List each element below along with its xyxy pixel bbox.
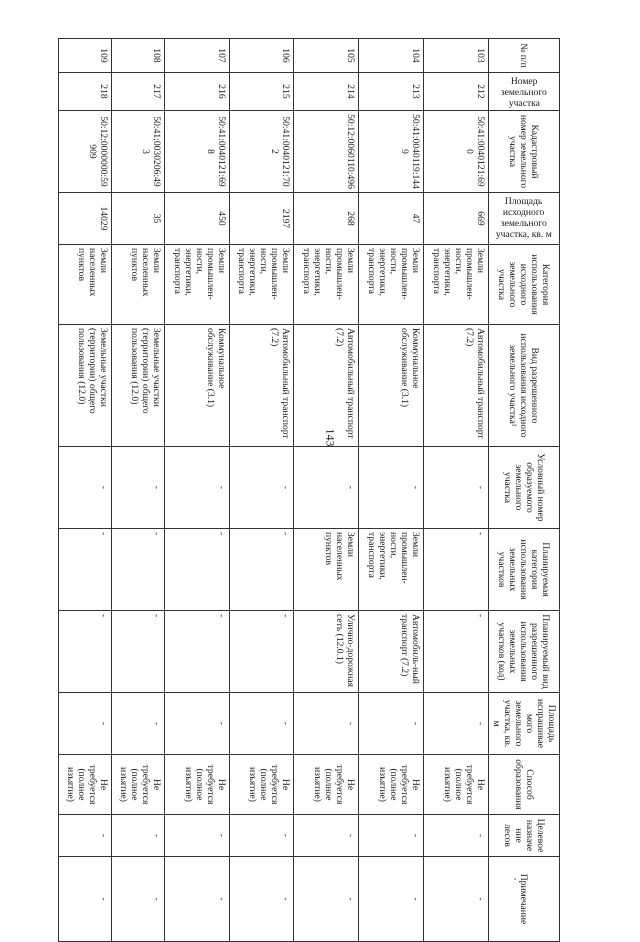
table-cell: -	[229, 611, 294, 693]
table-cell: 35	[112, 193, 165, 245]
table-cell: 50:41:0040121:702	[229, 111, 294, 193]
table-row	[164, 39, 229, 942]
table-cell: Не требуется (полное изъятие)	[229, 755, 294, 815]
table-cell: 216	[164, 73, 229, 111]
table-cell: -	[424, 529, 489, 611]
table-cell: 213	[359, 73, 424, 111]
table-row	[229, 39, 294, 942]
table-cell: 669	[424, 193, 489, 245]
table-row	[59, 39, 112, 942]
table-cell: Земельные участки (территории) общего пользования (12.0)	[59, 325, 112, 447]
table-cell: -	[229, 529, 294, 611]
page-number: 143	[323, 428, 338, 447]
table-row	[359, 39, 424, 942]
table-cell: -	[164, 815, 229, 857]
table-cell: Не требуется (полное изъятие)	[59, 755, 112, 815]
table-cell: -	[424, 447, 489, 529]
header-cell: Способ образования	[488, 755, 559, 815]
table-cell: 50:12:0060110:496	[294, 111, 359, 193]
table-cell: -	[424, 611, 489, 693]
table-cell: -	[112, 529, 165, 611]
table-cell: Земли населенных пунктов	[112, 245, 165, 325]
table-cell: -	[229, 857, 294, 942]
table-cell: 47	[359, 193, 424, 245]
table-cell: 14029	[59, 193, 112, 245]
table-cell: -	[59, 447, 112, 529]
table-cell: -	[424, 693, 489, 755]
table-cell: Не требуется (полное изъятие)	[164, 755, 229, 815]
table-cell: 450	[164, 193, 229, 245]
table-cell: -	[59, 857, 112, 942]
table-cell: Земельные участки (территории) общего пользования (12.0)	[112, 325, 165, 447]
table-cell: 50:41:0030206:493	[112, 111, 165, 193]
table-cell: 50:41:0040119:1449	[359, 111, 424, 193]
table-cell: -	[294, 815, 359, 857]
table-cell: Земли промышлен-ности, энергетики, транспорта	[294, 245, 359, 325]
table-cell: 106	[229, 39, 294, 73]
table-cell: -	[112, 857, 165, 942]
table-cell: 105	[294, 39, 359, 73]
table-cell: Земли промышлен-ности, энергетики, транспорта	[229, 245, 294, 325]
table-cell: -	[112, 611, 165, 693]
table-cell: 212	[424, 73, 489, 111]
table-cell: Земли промышлен-ности, энергетики, транспорта	[164, 245, 229, 325]
table-cell: -	[164, 447, 229, 529]
table-cell: -	[359, 815, 424, 857]
table-cell: Земли промышлен-ности, энергетики, транспорта	[359, 529, 424, 611]
table-cell: -	[164, 857, 229, 942]
table-cell: 108	[112, 39, 165, 73]
table-cell: -	[424, 815, 489, 857]
table-cell: -	[424, 857, 489, 942]
table-cell: -	[229, 693, 294, 755]
table-cell: -	[359, 447, 424, 529]
table-cell: 215	[229, 73, 294, 111]
table-cell: -	[112, 447, 165, 529]
table-cell: 103	[424, 39, 489, 73]
header-cell: Площадь испрашиваемого земельного участка, кв. м	[488, 693, 559, 755]
table-body	[59, 39, 489, 942]
table-cell: Автомобильный транспорт (7.2)	[424, 325, 489, 447]
table-cell: -	[164, 611, 229, 693]
table-cell: Земли промышлен-ности, энергетики, транспорта	[424, 245, 489, 325]
table-cell: 109	[59, 39, 112, 73]
table-cell: -	[59, 529, 112, 611]
table-cell: 50:41:0040121:698	[164, 111, 229, 193]
table-cell: -	[229, 447, 294, 529]
table-cell: -	[359, 693, 424, 755]
table-cell: -	[359, 857, 424, 942]
table-header-row	[488, 39, 559, 942]
table-cell: Коммунальное обслуживание (3.1)	[359, 325, 424, 447]
header-cell: Планируемый вид разрешенного использования земельных участков (код)	[488, 611, 559, 693]
table-cell: Коммунальное обслуживание (3.1)	[164, 325, 229, 447]
rotated-landscape-table	[58, 38, 560, 925]
table-row	[294, 39, 359, 942]
header-cell: Кадастровый номер земельного участка	[488, 111, 559, 193]
table-cell: 217	[112, 73, 165, 111]
table-cell: 214	[294, 73, 359, 111]
table-cell: -	[229, 815, 294, 857]
header-cell: Вид разрешенного использования исходного земельного участка¹	[488, 325, 559, 447]
table-cell: Земли промышлен-ности, энергетики, транспорта	[359, 245, 424, 325]
table-cell: -	[294, 693, 359, 755]
header-cell: Целевое назначение лесов	[488, 815, 559, 857]
table-cell: -	[112, 693, 165, 755]
table-cell: -	[164, 693, 229, 755]
table-cell: Автомобильный транспорт (7.2)	[229, 325, 294, 447]
table-cell: 2197	[229, 193, 294, 245]
table-row	[424, 39, 489, 942]
header-cell: Планируемая категория использования земельных участков	[488, 529, 559, 611]
table-cell: -	[59, 693, 112, 755]
table-cell: Земли населенных пунктов	[294, 529, 359, 611]
table-cell: Автомобильный транспорт (7.2)	[294, 325, 359, 447]
table-cell: -	[112, 815, 165, 857]
table-cell: Автомобиль-ный транспорт (7.2)	[359, 611, 424, 693]
table-cell: 268	[294, 193, 359, 245]
table-cell: Не требуется (полное изъятие)	[359, 755, 424, 815]
table-cell: 104	[359, 39, 424, 73]
table-cell: 50:41:0040121:690	[424, 111, 489, 193]
header-cell: Условный номер образуемого земельного участка	[488, 447, 559, 529]
table-cell: -	[294, 447, 359, 529]
table-cell: -	[294, 857, 359, 942]
table-cell: Не требуется (полное изъятие)	[112, 755, 165, 815]
header-cell: Категория использования исходного земельного участка	[488, 245, 559, 325]
table-cell: -	[59, 611, 112, 693]
scan-artifact	[514, 878, 516, 880]
table-cell: Улично-дорожная сеть (12.0.1)	[294, 611, 359, 693]
table-cell: Не требуется (полное изъятие)	[294, 755, 359, 815]
header-cell: Площадь исходного земельного участка, кв. м	[488, 193, 559, 245]
table-cell: -	[59, 815, 112, 857]
table-cell: Земли населенных пунктов	[59, 245, 112, 325]
table-cell: 50:12:0000000:59909	[59, 111, 112, 193]
header-cell: № п/п	[488, 39, 559, 73]
header-cell: Примечание	[488, 857, 559, 942]
table-cell: 107	[164, 39, 229, 73]
table-row	[112, 39, 165, 942]
table-cell: 218	[59, 73, 112, 111]
land-plot-table	[58, 38, 560, 942]
table-cell: Не требуется (полное изъятие)	[424, 755, 489, 815]
table-cell: -	[164, 529, 229, 611]
header-cell: Номер земельного участка	[488, 73, 559, 111]
